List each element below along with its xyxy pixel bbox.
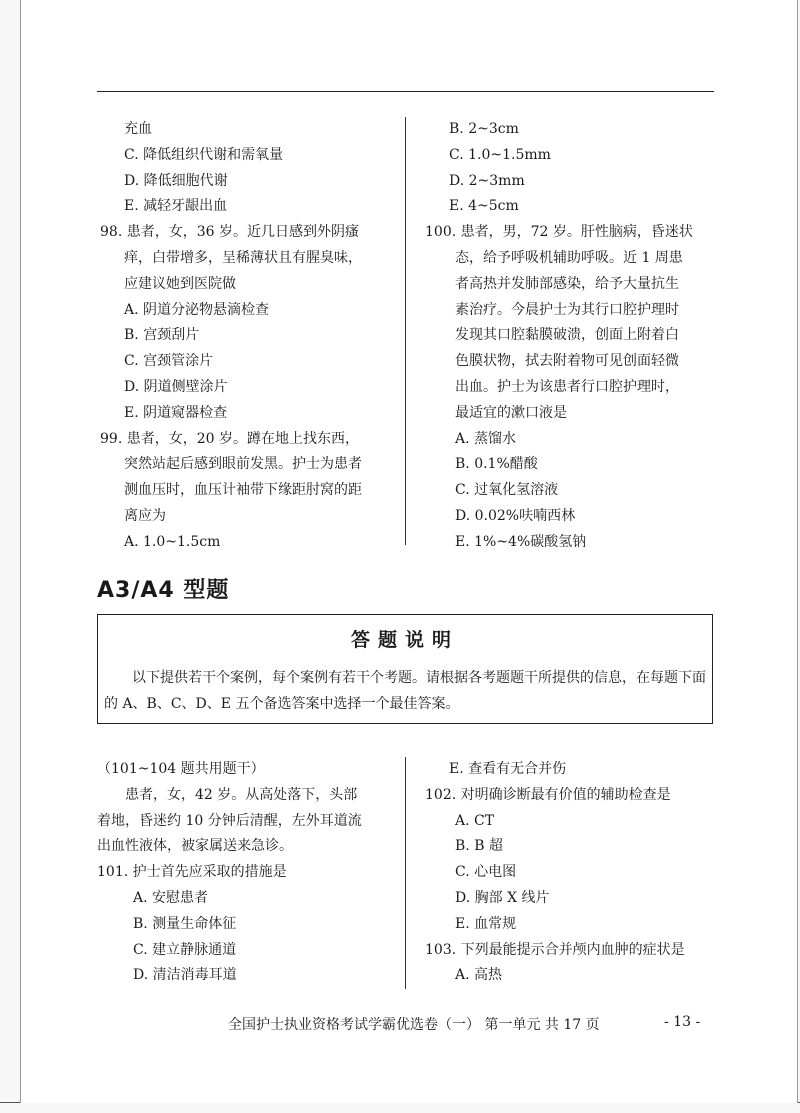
option-c: C. 降低组织代谢和需氧量 [124, 146, 284, 163]
question-102-option-d: D. 胸部 X 线片 [455, 889, 550, 906]
question-98-option-d: D. 阴道侧壁涂片 [124, 378, 228, 395]
question-98-line: 应建议她到医院做 [124, 275, 236, 292]
question-100-line: 出血。护士为该患者行口腔护理时， [455, 378, 679, 395]
question-101-title: 101. 护士首先应采取的措施是 [97, 864, 287, 881]
instructions-box [97, 614, 713, 724]
question-98-option-c: C. 宫颈管涂片 [124, 353, 214, 370]
footer-title: 全国护士执业资格考试学霸优选卷（一） 第一单元 共 17 页 [228, 1017, 600, 1033]
header-rule [97, 91, 714, 92]
option-e: E. 4~5cm [449, 198, 519, 215]
question-102-option-b: B. B 超 [455, 838, 503, 855]
lower-right-column [425, 757, 725, 989]
question-101-option-b: B. 测量生命体征 [133, 915, 237, 932]
instructions-title: 答题说明 [350, 629, 459, 651]
question-99-option-a: A. 1.0~1.5cm [124, 533, 221, 550]
question-102-title: 102. 对明确诊断最有价值的辅助检查是 [425, 786, 671, 803]
crop-mark-left [0, 1102, 20, 1103]
question-102-option-e: E. 血常规 [455, 915, 517, 932]
option-b: B. 2~3cm [449, 121, 519, 137]
question-99-line: 离应为 [124, 507, 166, 524]
question-102-option-c: C. 心电图 [455, 864, 517, 881]
question-100-option-a: A. 蒸馏水 [455, 430, 517, 447]
case-header: （101~104 题共用题干） [97, 761, 265, 777]
text-line: 充血 [124, 121, 152, 137]
column-divider [405, 757, 406, 989]
question-100-line: 发现其口腔黏膜破溃，创面上附着白 [455, 327, 679, 344]
question-100-line: 色膜状物，拭去附着物可见创面轻微 [455, 353, 679, 370]
option-e: E. 减轻牙龈出血 [124, 198, 228, 215]
question-99-line: 测血压时，血压计袖带下缘距肘窝的距 [124, 482, 362, 499]
case-stem-line: 着地，昏迷约 10 分钟后清醒，左外耳道流 [97, 812, 362, 829]
question-100-line: 素治疗。今晨护士为其行口腔护理时 [455, 301, 679, 318]
question-102-option-a: A. CT [455, 812, 495, 829]
lower-left-column [97, 757, 402, 989]
question-101-option-e: E. 查看有无合并伤 [449, 761, 567, 777]
question-103-title: 103. 下列最能提示合并颅内血肿的症状是 [425, 941, 685, 958]
question-101-option-a: A. 安慰患者 [133, 889, 209, 906]
option-d: D. 2~3mm [449, 172, 525, 189]
question-99-line: 突然站起后感到眼前发黑。护士为患者 [124, 456, 362, 473]
question-100-option-e: E. 1%~4%碳酸氢钠 [455, 533, 587, 550]
question-99-line: 99. 患者，女，20 岁。蹲在地上找东西， [100, 430, 359, 447]
question-100-line: 者高热并发肺部感染，给予大量抗生 [455, 275, 679, 292]
upper-right-column [425, 117, 725, 556]
instructions-text: 以下提供若干个案例，每个案例有若干个考题。请根据各考题题干所提供的信息，在每题下面的 A、B、C、D、E 五个备选答案中选择一个最佳答案。 [104, 670, 706, 712]
section-title: A3/A4 型题 [97, 578, 230, 603]
question-98-line: 痒，白带增多，呈稀薄状且有腥臭味， [124, 249, 362, 266]
column-divider [405, 117, 406, 545]
question-101-option-d: D. 清洁消毒耳道 [133, 967, 237, 984]
page-number: - 13 - [664, 1014, 701, 1030]
question-100-line: 最适宜的漱口液是 [455, 404, 567, 421]
question-100-option-c: C. 过氧化氢溶液 [455, 482, 559, 499]
question-101-option-c: C. 建立静脉通道 [133, 941, 237, 958]
question-98-option-b: B. 宫颈刮片 [124, 327, 200, 344]
question-100-option-b: B. 0.1%醋酸 [455, 456, 538, 473]
case-stem-line: 出血性液体，被家属送来急诊。 [97, 838, 293, 855]
question-98-option-a: A. 阴道分泌物悬滴检查 [124, 301, 270, 318]
upper-left-column [100, 117, 400, 556]
option-d: D. 降低细胞代谢 [124, 172, 228, 189]
option-c: C. 1.0~1.5mm [449, 146, 551, 163]
question-98-line: 98. 患者，女，36 岁。近几日感到外阴瘙 [100, 224, 359, 241]
question-100-line: 100. 患者，男，72 岁。肝性脑病，昏迷状 [425, 224, 693, 241]
case-stem-line: 患者，女，42 岁。从高处落下，头部 [125, 786, 358, 803]
question-100-option-d: D. 0.02%呋喃西林 [455, 507, 576, 524]
question-100-line: 态，给予呼吸机辅助呼吸。近 1 周患 [455, 249, 683, 266]
question-103-option-a: A. 高热 [455, 967, 503, 984]
question-98-option-e: E. 阴道窥器检查 [124, 404, 228, 421]
